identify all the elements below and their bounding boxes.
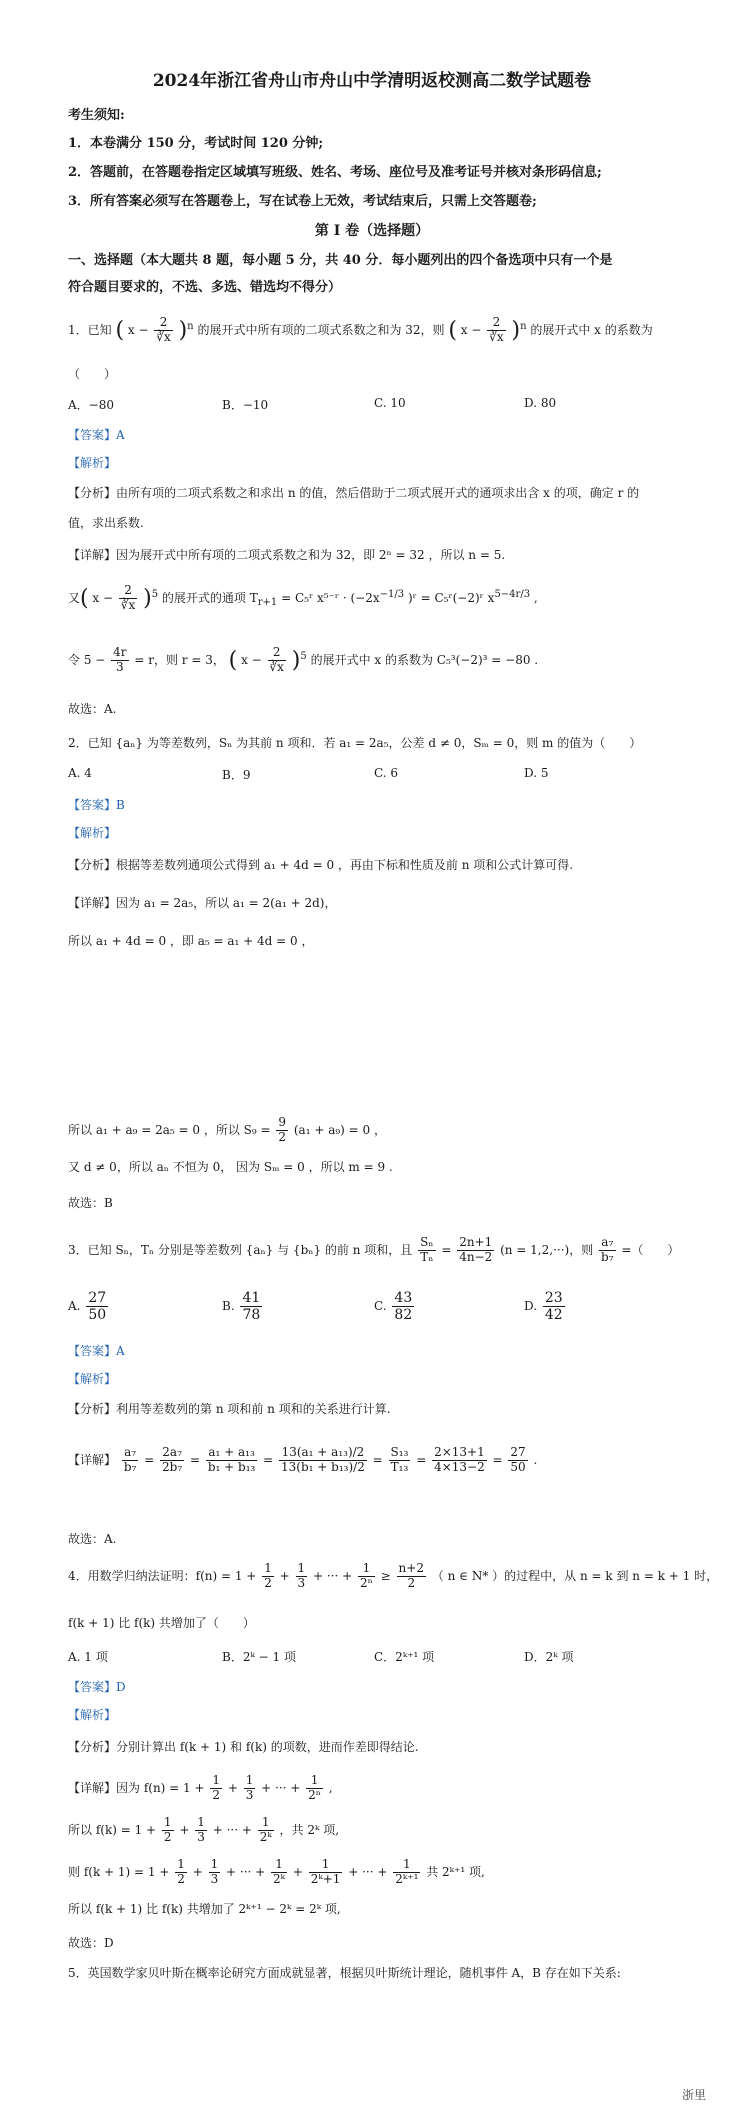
q2-stem: 2．已知 {aₙ} 为等差数列，Sₙ 为其前 n 项和．若 a₁ = 2a₅，公差 d ≠ 0，Sₘ = 0，则 m 的值为（ ） — [68, 736, 642, 750]
section-heading: 符合题目要求的，不选、多选、错选均不得分） — [68, 280, 342, 295]
q3-option-c: C. $\frac{43}{82}$ — [374, 1290, 413, 1324]
notice-heading: 考生须知: — [68, 108, 125, 123]
q3-detail: 【详解】 $\frac{\text{a₇}}{\text{b₇}}$ = $\frac{\text{2a₇}}{\text{2b₇}}$ = $\frac{\text{a₁ + a₁₃}}{\text{b₁ + b₁₃}}$ = $\frac{\text{13(a₁ + a₁₃)/2}}{\text{13(b₁ + b₁₃)/2}}$ = $\frac{\text{S₁₃}}{\text{T₁₃}}$ = $\frac{2\times 13+1}{4\times 13-2}$ = $\frac{27}{50}$ . — [68, 1445, 538, 1474]
q4-detail-line: 则 f(k + 1) = 1 + $\frac{1}{2}$ + $\frac{1}{3}$ + ··· + $\frac{1}{\text{2ᵏ}}$ + $\frac{1}{\text{2ᵏ+1}}$ + ··· + $\frac{1}{\text{2ᵏ⁺¹}}$ 共 2ᵏ⁺¹ 项, — [68, 1857, 485, 1886]
q4-option-d: D．2ᵏ 项 — [524, 1650, 574, 1664]
q4-stem-cont: f(k + 1) 比 f(k) 共增加了（ ） — [68, 1616, 255, 1630]
q4-option-c: C．2ᵏ⁺¹ 项 — [374, 1650, 435, 1664]
q4-analysis: 【分析】分别计算出 f(k + 1) 和 f(k) 的项数，进而作差即得结论. — [68, 1740, 419, 1754]
q4-detail: 【详解】因为 f(n) = 1 + $\frac{1}{2}$ + $\frac{1}{3}$ + ··· + $\frac{1}{\text{2ⁿ}}$ , — [68, 1773, 333, 1802]
q2-conclusion: 故选：B — [68, 1196, 113, 1210]
q3-option-b: B. $\frac{41}{78}$ — [222, 1290, 261, 1324]
q3-conclusion: 故选：A. — [68, 1532, 117, 1546]
q3-option-a: A. $\frac{27}{50}$ — [68, 1290, 107, 1324]
q4-detail-line: 所以 f(k) = 1 + $\frac{1}{2}$ + $\frac{1}{3}$ + ··· + $\frac{1}{\text{2ᵏ}}$ ，共 2ᵏ 项, — [68, 1815, 340, 1844]
q1-option-b: B．−10 — [222, 398, 269, 412]
q3-analysis: 【分析】利用等差数列的第 n 项和前 n 项和的关系进行计算. — [68, 1402, 391, 1416]
q4-detail-line: 所以 f(k + 1) 比 f(k) 共增加了 2ᵏ⁺¹ − 2ᵏ = 2ᵏ 项, — [68, 1902, 341, 1916]
q1-option-a: A．−80 — [68, 398, 114, 412]
q4-answer: 【答案】D — [68, 1680, 126, 1694]
q1-analysis: 【分析】由所有项的二项式系数之和求出 n 的值，然后借助于二项式展开式的通项求出含 x 的项，确定 r 的 — [68, 486, 640, 500]
q1-option-c: C. 10 — [374, 396, 406, 410]
q1-analysis-label: 【解析】 — [68, 456, 117, 470]
q2-detail-line: 又 d ≠ 0，所以 aₙ 不恒为 0， 因为 Sₘ = 0 ，所以 m = 9 . — [68, 1160, 393, 1174]
q1-answer: 【答案】A — [68, 428, 125, 442]
q3-answer: 【答案】A — [68, 1344, 125, 1358]
q2-option-b: B．9 — [222, 768, 251, 782]
q2-analysis: 【分析】根据等差数列通项公式得到 a₁ + 4d = 0 ，再由下标和性质及前 n 项和公式计算可得. — [68, 858, 574, 872]
q1-detail: 【详解】因为展开式中所有项的二项式系数之和为 32，即 2ⁿ = 32 ，所以 n = 5. — [68, 548, 506, 562]
q2-detail: 【详解】因为 a₁ = 2a₅，所以 a₁ = 2(a₁ + 2d)， — [68, 896, 337, 910]
q3-analysis-label: 【解析】 — [68, 1372, 117, 1386]
q1-detail-line: 又( x − $\frac{2}{∛x}$ )$^5$ 的展开式的通项 $T_{r+1}$ = C₅ʳ x⁵⁻ʳ · ($-2x^{-1/3}$ )ʳ = C₅ʳ(−2)ʳ $x^{5-4r/3}$ , — [68, 583, 538, 612]
q2-option-c: C. 6 — [374, 766, 399, 780]
q4-stem: 4．用数学归纳法证明：f(n) = 1 + $\frac{1}{2}$ + $\frac{1}{3}$ + ··· + $\frac{1}{\text{2ⁿ}}$ ≥ $\frac{n+2}{2}$ （ n ∈ N* ）的过程中，从 n = k 到 n = k + 1 时， — [68, 1561, 719, 1590]
page-title: 2024年浙江省舟山市舟山中学清明返校测高二数学试题卷 — [152, 71, 592, 91]
q3-stem: 3．已知 Sₙ，Tₙ 分别是等差数列 {aₙ} 与 {bₙ} 的前 n 项和，且 $\frac{\text{Sₙ}}{\text{Tₙ}}$ = $\frac{2n+1}{4n-2}$ (n = 1,2,···)，则 $\frac{\text{a₇}}{\text{b₇}}$ =（ ） — [68, 1235, 680, 1264]
q3-option-d: D. $\frac{23}{42}$ — [524, 1290, 563, 1324]
q4-option-b: B．2ᵏ − 1 项 — [222, 1650, 296, 1664]
q1-detail-line: 令 5 − $\frac{4r}{3}$ = r，则 r = 3， ( x − $\frac{2}{∛x}$ )$^5$ 的展开式中 x 的系数为 C₅³(−2)³ = −80 . — [68, 645, 539, 674]
q1-conclusion: 故选：A. — [68, 702, 117, 716]
q2-option-d: D. 5 — [524, 766, 549, 780]
q1-stem: 1．已知 ( x − $\frac{2}{∛x}$ )$^n$ 的展开式中所有项的二项式系数之和为 32，则 ( x − $\frac{2}{∛x}$ )$^n$ 的展开式中 x 的系数为 — [68, 315, 653, 344]
q2-analysis-label: 【解析】 — [68, 826, 117, 840]
section-heading: 一、选择题（本大题共 8 题，每小题 5 分，共 40 分．每小题列出的四个备选项中只有一个是 — [68, 253, 613, 268]
notice-item: 3．所有答案必须写在答题卷上，写在试卷上无效，考试结束后，只需上交答题卷; — [68, 194, 537, 209]
q2-detail-line: 所以 a₁ + 4d = 0 ，即 a₅ = a₁ + 4d = 0 ， — [68, 934, 314, 948]
q2-detail-line: 所以 a₁ + a₉ = 2a₅ = 0 ，所以 S₉ = $\frac{9}{2}$ (a₁ + a₉) = 0 ， — [68, 1115, 386, 1144]
page-footer: 浙里 — [681, 2088, 706, 2102]
q4-conclusion: 故选：D — [68, 1936, 114, 1950]
notice-item: 2．答题前，在答题卷指定区域填写班级、姓名、考场、座位号及准考证号并核对条形码信息; — [68, 165, 602, 180]
q2-answer: 【答案】B — [68, 798, 125, 812]
q1-analysis-cont: 值，求出系数. — [68, 516, 144, 530]
q2-option-a: A. 4 — [68, 766, 92, 780]
q4-analysis-label: 【解析】 — [68, 1708, 117, 1722]
part-heading: 第 I 卷（选择题） — [314, 223, 430, 239]
q5-stem: 5．英国数学家贝叶斯在概率论研究方面成就显著，根据贝叶斯统计理论，随机事件 A，B 存在如下关系: — [68, 1966, 621, 1980]
q1-paren: （ ） — [68, 367, 117, 381]
q4-option-a: A. 1 项 — [68, 1650, 108, 1664]
q1-option-d: D. 80 — [524, 396, 557, 410]
notice-item: 1．本卷满分 150 分，考试时间 120 分钟; — [68, 136, 324, 151]
